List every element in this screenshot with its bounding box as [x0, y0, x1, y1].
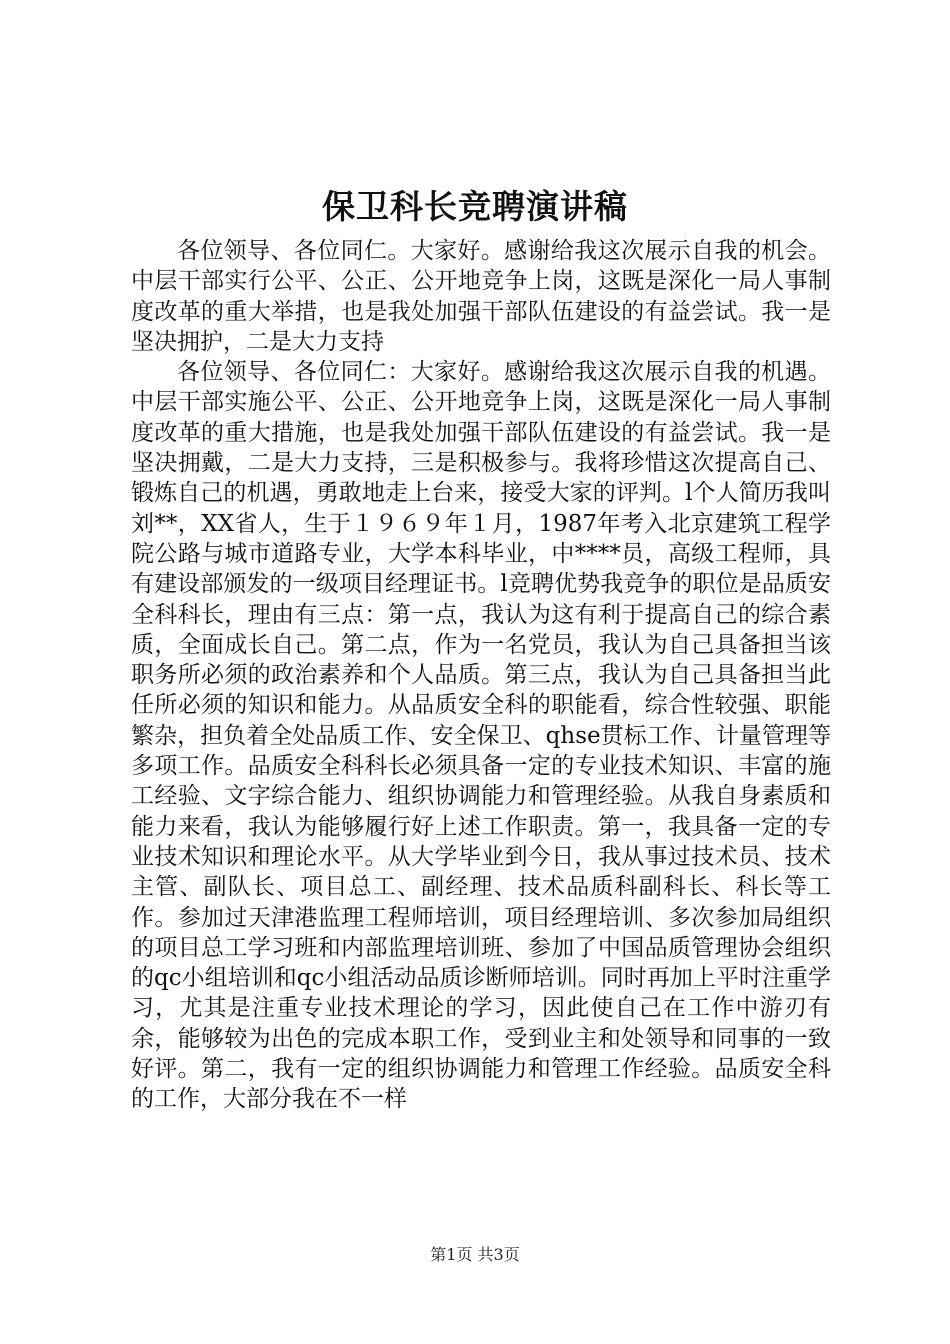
document-title: 保卫科长竞聘演讲稿: [322, 187, 628, 226]
paragraph-1: 各位领导、各位同仁。大家好。感谢给我这次展示自我的机会。中层干部实行公平、公正、公开地竞争上岗，这既是深化一局人事制度改革的重大举措，也是我处加强干部队伍建设的有益尝试。我一是坚决拥护，二是大力支持: [131, 238, 831, 355]
paragraph-2: 各位领导、各位同仁：大家好。感谢给我这次展示自我的机遇。中层干部实施公平、公正、公开地竞争上岗，这既是深化一局人事制度改革的重大措施，也是我处加强干部队伍建设的有益尝试。我一是坚决拥戴，二是大力支持，三是积极参与。我将珍惜这次提高自己、锻炼自己的机遇，勇敢地走上台来，接受大家的评判。l个人简历我叫刘**，XX省人，生于１９６９年１月，1987年考入北京建筑工程学院公路与城市道路专业，大学本科毕业，中****员，高级工程师，具有建设部颁发的一级项目经理证书。l竞聘优势我竞争的职位是品质安全科科长，理由有三点：第一点，我认为这有利于提高自己的综合素质，全面成长自己。第二点，作为一名党员，我认为自己具备担当该职务所必须的政治素养和个人品质。第三点，我认为自己具备担当此任所必须的知识和能力。从品质安全科的职能看，综合性较强、职能繁杂，担负着全处品质工作、安全保卫、qhse贯标工作、计量管理等多项工作。品质安全科科长必须具备一定的专业技术知识、丰富的施工经验、文字综合能力、组织协调能力和管理经验。从我自身素质和能力来看，我认为能够履行好上述工作职责。第一，我具备一定的专业技术知识和理论水平。从大学毕业到今日，我从事过技术员、技术主管、副队长、项目总工、副经理、技术品质科副科长、科长等工作。参加过天津港监理工程师培训，项目经理培训、多次参加局组织的项目总工学习班和内部监理培训班、参加了中国品质管理协会组织的qc小组培训和qc小组活动品质诊断师培训。同时再加上平时注重学习，尤其是注重专业技术理论的学习，因此使自己在工作中游刃有余，能够较为出色的完成本职工作，受到业主和处领导和同事的一致好评。第二，我有一定的组织协调能力和管理工作经验。品质安全科的工作，大部分我在不一样: [131, 359, 831, 1113]
page-number-footer: 第1页 共3页: [430, 1245, 520, 1264]
document-body: [131, 236, 831, 1115]
